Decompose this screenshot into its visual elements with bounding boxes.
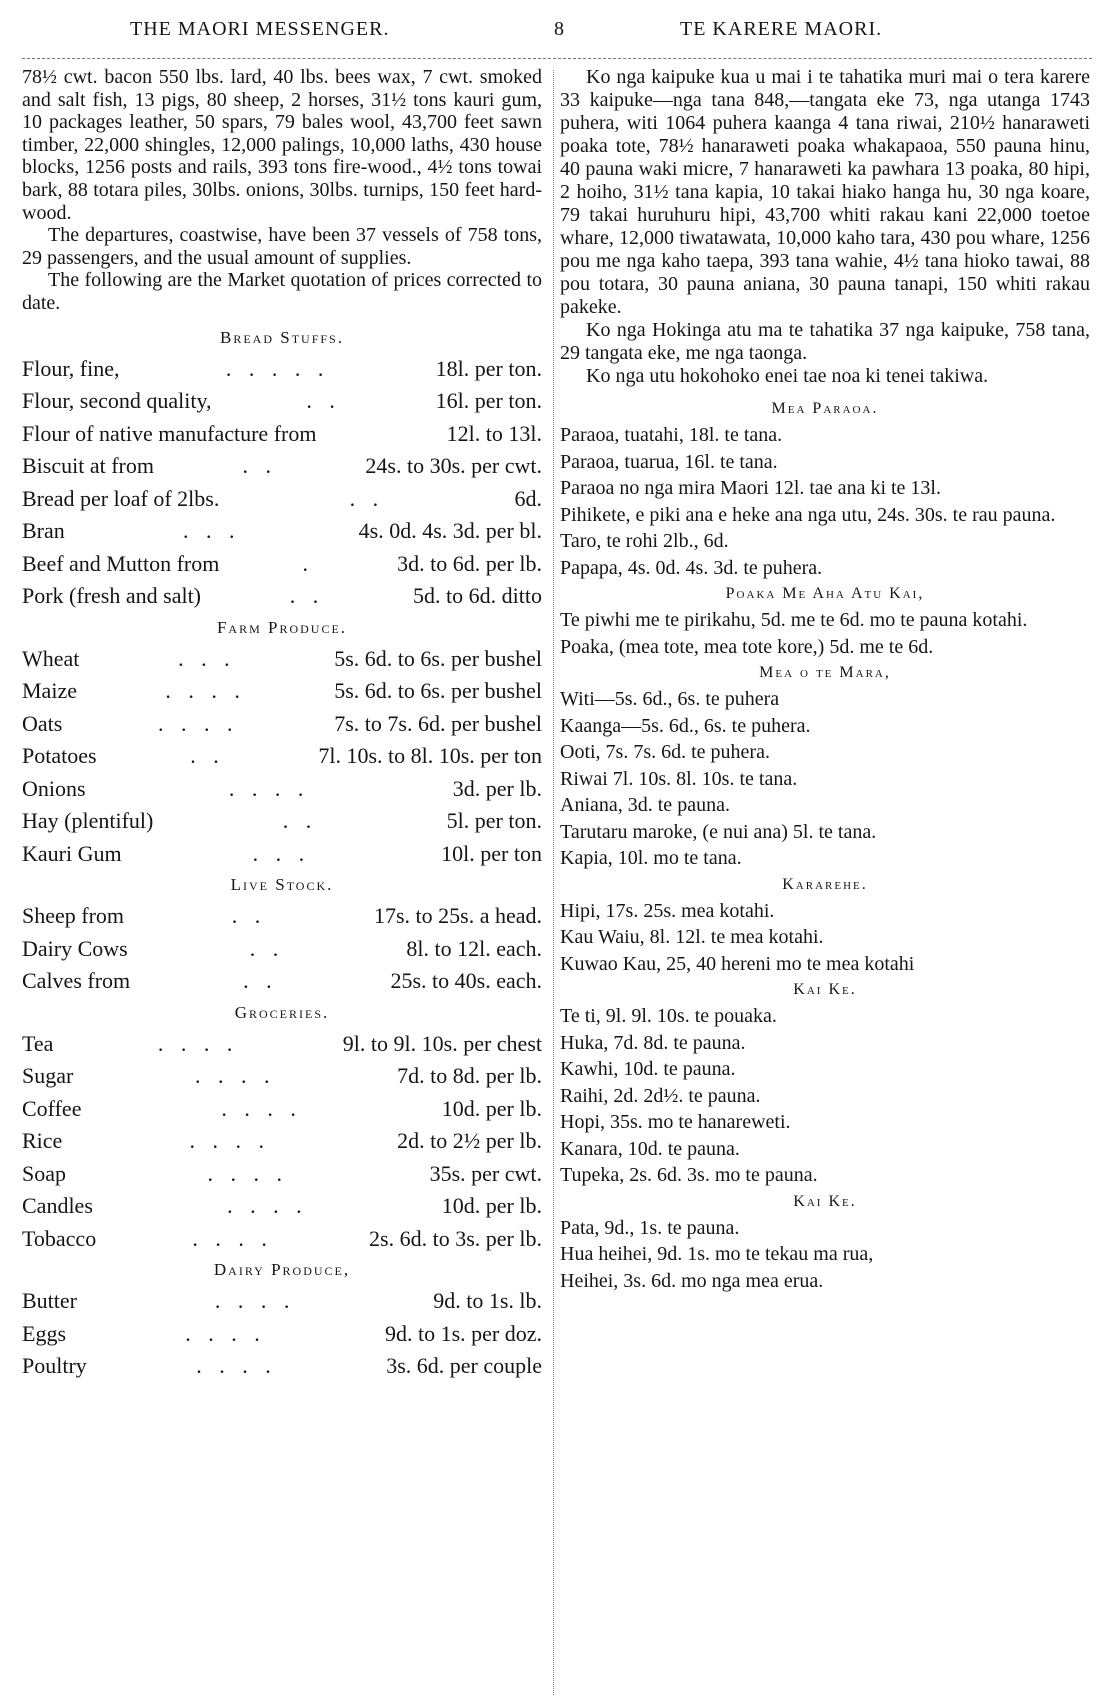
price-value: 17s. to 25s. a head. (373, 903, 542, 929)
price-row (22, 740, 542, 773)
price-value: 10d. per lb. (441, 1095, 542, 1121)
price-item: Sugar (22, 1063, 74, 1089)
price-item: Flour of native manufacture from (22, 420, 317, 446)
leader-dots: . . (349, 485, 385, 511)
price-line-maori: Pihikete, e piki ana e heke ana nga utu, 24s. 30s. te rau pauna. (560, 503, 1056, 526)
price-row (22, 1093, 542, 1126)
price-row (22, 515, 542, 548)
market-intro-paragraph-maori: Ko nga utu hokohoko enei tae noa ki tenei takiwa. (586, 365, 989, 387)
exports-paragraph: 78½ cwt. bacon 550 lbs. lard, 40 lbs. bees wax, 7 cwt. smoked and salt fish, 13 pigs, 80 sheep, 2 horses, 31½ tons kauri gum, 10 packages leather, 50 spars, 79 bales wool, 43,700 feet sawn timber, 22,000 shingles, 12,000 palings, 10,000 laths, 430 house blocks, 1256 posts and rails, 393 tons fire-wood., 4½ tons towai bark, 88 totara piles, 30lbs. onions, 30lbs. turnips, 150 feet hard-wood. (22, 66, 542, 224)
price-line-maori: Raihi, 2d. 2d½. te pauna. (560, 1084, 761, 1107)
price-row (22, 1223, 542, 1256)
leader-dots: . . . . (185, 1320, 266, 1346)
price-line-maori: Aniana, 3d. te pauna. (560, 794, 730, 816)
price-value: 18l. per ton. (435, 355, 542, 381)
price-line-maori: Witi—5s. 6d., 6s. te puhera (560, 688, 780, 710)
price-line-maori: Te piwhi me te pirikahu, 5d. me te 6d. mo te pauna kotahi. (560, 609, 1028, 631)
price-row (22, 933, 542, 966)
section-title-maori: Poaka Me Aha Atu Kai, (725, 585, 925, 602)
price-row (22, 1285, 542, 1318)
price-row (22, 548, 542, 581)
price-line-maori: Kuwao Kau, 25, 40 hereni mo te mea kotahi (560, 952, 915, 975)
page-header (20, 18, 1094, 46)
price-value: 25s. to 40s. each. (390, 968, 542, 994)
leader-dots: . . . (182, 518, 241, 544)
price-row (22, 965, 542, 998)
price-item: Tea (22, 1030, 54, 1056)
price-item: Beef and Mutton from (22, 550, 220, 576)
price-line-maori: Huka, 7d. 8d. te pauna. (560, 1031, 746, 1054)
price-item: Bread per loaf of 2lbs. (22, 485, 220, 511)
price-value: 5l. per ton. (446, 808, 542, 834)
price-value: 2d. to 2½ per lb. (397, 1128, 542, 1154)
section-title: Dairy Produce, (213, 1260, 351, 1280)
price-item: Maize (22, 678, 77, 704)
leader-dots: . . (282, 808, 318, 834)
section-title: Farm Produce. (216, 617, 348, 637)
price-line-maori: Papapa, 4s. 0d. 4s. 3d. te puhera. (560, 556, 823, 579)
english-column (22, 66, 542, 1383)
leader-dots: . . (289, 583, 325, 609)
price-value: 9d. to 1s. per doz. (384, 1320, 542, 1346)
price-row (22, 1350, 542, 1383)
section-title-maori: Mea Paraoa. (771, 400, 879, 417)
price-row (22, 805, 542, 838)
price-value: 8l. to 12l. each. (406, 935, 542, 961)
price-row (22, 675, 542, 708)
price-item: Flour, second quality, (22, 388, 212, 414)
price-item: Bran (22, 518, 65, 544)
price-line-maori: Taro, te rohi 2lb., 6d. (560, 530, 729, 552)
price-line-maori: Hipi, 17s. 25s. mea kotahi. (560, 899, 775, 922)
price-line-maori: Hopi, 35s. mo te hanareweti. (560, 1111, 791, 1133)
price-line-maori: Pata, 9d., 1s. te pauna. (560, 1216, 740, 1239)
leader-dots: . (302, 550, 315, 576)
price-value: 16l. per ton. (435, 388, 542, 414)
price-item: Calves from (22, 968, 131, 994)
price-line-maori: Kapia, 10l. mo te tana. (560, 847, 742, 869)
price-item: Flour, fine, (22, 355, 120, 381)
price-item: Tobacco (22, 1225, 97, 1251)
leader-dots: . . (243, 968, 278, 994)
price-row (22, 353, 542, 386)
price-line-maori: Kawhi, 10d. te pauna. (560, 1058, 736, 1080)
price-item: Dairy Cows (22, 935, 128, 961)
maori-column (560, 66, 1090, 1294)
price-line-maori: Heihei, 3s. 6d. mo nga mea erua. (560, 1269, 824, 1292)
leader-dots: . . . . (165, 678, 246, 704)
leader-dots: . . . . . (225, 355, 330, 381)
departures-paragraph-maori: Ko nga Hokinga atu ma te tahatika 37 nga kaipuke, 758 tana, 29 tangata eke, me nga taonga. (560, 319, 1090, 364)
leader-dots: . . (249, 935, 285, 961)
section-title: Bread Stuffs. (220, 327, 344, 347)
leader-dots: . . . . (192, 1225, 273, 1251)
price-value: 5s. 6d. to 6s. per bushel (334, 678, 542, 704)
price-value: 2s. 6d. to 3s. per lb. (369, 1225, 542, 1251)
leader-dots: . . . . (189, 1128, 270, 1154)
column-divider (553, 70, 554, 1695)
price-line-maori: Kaanga—5s. 6d., 6s. te puhera. (560, 714, 811, 737)
price-item: Eggs (22, 1320, 66, 1346)
price-row (22, 483, 542, 516)
price-value: 10l. per ton (441, 840, 542, 866)
leader-dots: . . . . (157, 1030, 239, 1056)
price-value: 10d. per lb. (441, 1193, 542, 1219)
price-item: Coffee (22, 1095, 82, 1121)
market-intro-paragraph: The following are the Market quotation of prices corrected to date. (22, 269, 542, 314)
section-title: Groceries. (234, 1002, 330, 1022)
page-number: 8 (554, 18, 565, 40)
price-value: 12l. to 13l. (446, 420, 542, 446)
leader-dots: . . . . (196, 1353, 277, 1379)
price-value: 3d. to 6d. per lb. (397, 550, 542, 576)
price-value: 9l. to 9l. 10s. per chest (342, 1030, 542, 1056)
section-title-maori: Mea o te Mara, (759, 664, 891, 681)
price-item: Poultry (22, 1353, 87, 1379)
price-value: 3d. per lb. (452, 775, 542, 801)
price-item: Sheep from (22, 903, 125, 929)
leader-dots: . . (306, 388, 341, 414)
masthead-maori: TE KARERE MAORI. (680, 18, 883, 40)
price-line-maori: Paraoa, tuarua, 16l. te tana. (560, 450, 778, 473)
price-row (22, 1158, 542, 1191)
price-line-maori: Kanara, 10d. te pauna. (560, 1137, 740, 1160)
price-line-maori: Poaka, (mea tote, mea tote kore,) 5d. me te 6d. (560, 635, 934, 658)
price-row (22, 708, 542, 741)
price-item: Soap (22, 1160, 66, 1186)
section-title-maori: Kararehe. (782, 875, 868, 893)
leader-dots: . . (190, 743, 225, 769)
departures-paragraph: The departures, coastwise, have been 37 vessels of 758 tons, 29 passengers, and the usual amount of supplies. (22, 224, 542, 269)
price-line-maori: Ooti, 7s. 7s. 6d. te puhera. (560, 741, 770, 763)
leader-dots: . . . . (214, 1288, 296, 1314)
price-item: Wheat (22, 645, 80, 671)
price-value: 7s. to 7s. 6d. per bushel (334, 710, 542, 736)
price-line-maori: Paraoa, tuatahi, 18l. te tana. (560, 424, 783, 446)
leader-dots: . . (231, 903, 267, 929)
price-value: 7l. 10s. to 8l. 10s. per ton (318, 743, 542, 769)
leader-dots: . . . . (227, 1193, 308, 1219)
price-line-maori: Paraoa no nga mira Maori 12l. tae ana ki te 13l. (560, 477, 941, 499)
price-row (22, 900, 542, 933)
price-value: 4s. 0d. 4s. 3d. per bl. (358, 518, 542, 544)
leader-dots: . . (242, 453, 277, 479)
price-value: 5d. to 6d. ditto (413, 583, 542, 609)
price-item: Onions (22, 775, 86, 801)
price-item: Potatoes (22, 743, 97, 769)
price-row (22, 450, 542, 483)
leader-dots: . . . . (195, 1063, 276, 1089)
price-value: 5s. 6d. to 6s. per bushel (334, 645, 542, 671)
price-item: Rice (22, 1128, 63, 1154)
price-row (22, 1318, 542, 1351)
price-row (22, 385, 542, 418)
leader-dots: . . . (252, 840, 311, 866)
price-line-maori: Hua heihei, 9d. 1s. mo te tekau ma rua, (560, 1243, 874, 1265)
leader-dots: . . . (178, 645, 236, 671)
price-value: 7d. to 8d. per lb. (397, 1063, 542, 1089)
leader-dots: . . . . (158, 710, 239, 736)
price-item: Oats (22, 710, 63, 736)
price-item: Biscuit at from (22, 453, 154, 479)
exports-paragraph-maori: Ko nga kaipuke kua u mai i te tahatika muri mai o tera karere 33 kaipuke—nga tana 848,—tangata eke 73, nga utanga 1743 puhera, witi 1064 puhera kaanga 4 tana riwai, 210½ hanaraweti poaka tote, 78½ hanaraweti poaka whakapaoa, 550 pauna hinu, 40 pauna waki micre, 7 hanaraweti ka pawhara 13 poaka, 80 hipi, 2 hoiho, 31½ tana kapia, 10 takai hiako hanga hu, 30 nga koare, 79 takai huruhuru hipi, 43,700 whiti rakau kani 22,000 toetoe whare, 12,000 tiwatawata, 10,000 kaho tara, 430 pou whare, 1256 pou me nga kaho taepa, 393 tana wahie, 4½ tana hioko tawai, 88 pou totara, 30 pauna aniana, 30 pauna tanapi, 150 whiti rakau pakeke. (560, 66, 1090, 318)
price-value: 3s. 6d. per couple (386, 1353, 542, 1379)
section-title-maori: Kai Ke. (793, 981, 857, 998)
price-row (22, 1190, 542, 1223)
price-row (22, 1060, 542, 1093)
price-row (22, 1028, 542, 1061)
leader-dots: . . . . (228, 775, 310, 801)
price-list (22, 323, 542, 1383)
price-line-maori: Tarutaru maroke, (e nui ana) 5l. te tana. (560, 820, 877, 843)
price-line-maori: Kau Waiu, 8l. 12l. te mea kotahi. (560, 926, 824, 948)
price-item: Kauri Gum (22, 840, 122, 866)
section-title: Live Stock. (230, 875, 334, 895)
price-item: Pork (fresh and salt) (22, 583, 202, 609)
price-line-maori: Riwai 7l. 10s. 8l. 10s. te tana. (560, 767, 798, 790)
price-item: Butter (22, 1288, 77, 1314)
price-line-maori: Tupeka, 2s. 6d. 3s. mo te pauna. (560, 1164, 818, 1186)
header-rule (22, 58, 1092, 59)
price-value: 6d. (514, 485, 542, 511)
price-item: Hay (plentiful) (22, 808, 154, 834)
price-row (22, 418, 542, 451)
price-row (22, 1125, 542, 1158)
leader-dots: . . . . (221, 1095, 302, 1121)
price-line-maori: Te ti, 9l. 9l. 10s. te pouaka. (560, 1005, 777, 1027)
price-row (22, 838, 542, 871)
section-title-maori: Kai Ke. (793, 1192, 857, 1210)
price-list-maori (560, 396, 1090, 1294)
price-row (22, 643, 542, 676)
price-row (22, 580, 542, 613)
price-value: 24s. to 30s. per cwt. (365, 453, 542, 479)
masthead-english: THE MAORI MESSENGER. (130, 18, 390, 40)
price-item: Candles (22, 1193, 93, 1219)
price-row (22, 773, 542, 806)
leader-dots: . . . . (207, 1160, 289, 1186)
price-value: 9d. to 1s. lb. (433, 1288, 542, 1314)
price-value: 35s. per cwt. (429, 1160, 542, 1186)
